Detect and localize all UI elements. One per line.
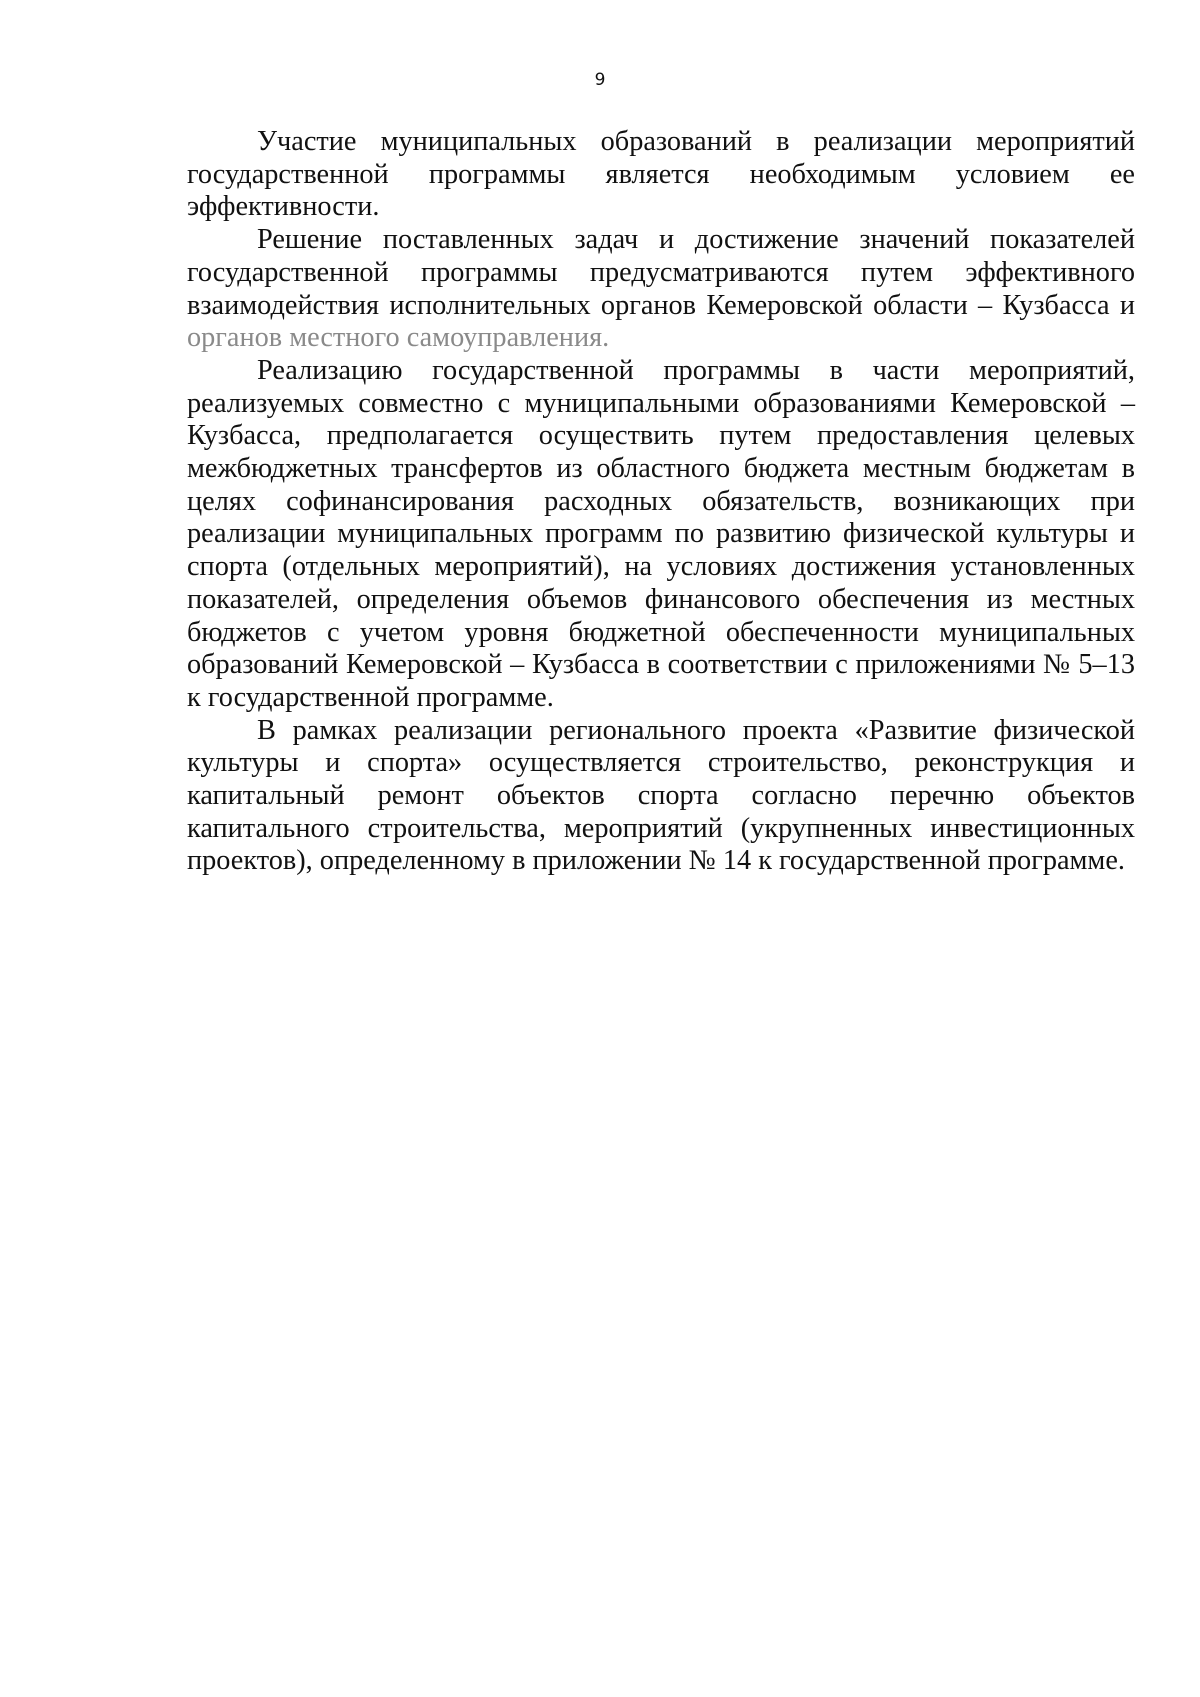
paragraph-task-solution-faded-text: органов местного самоуправления. (187, 322, 610, 354)
paragraph-regional-project: В рамках реализации регионального проекта «Развитие физической культуры и спорта» осуществляется строительство, реконструкция и капитальный ремонт объектов спорта согласно перечню объектов капитального строительства, мероприятий (укрупненных инвестиционных проектов), определенному в приложении № 14 к государственной программе. (187, 714, 1135, 877)
paragraph-task-solution-text: Решение поставленных задач и достижение значений показателей государственной программы предусматриваются путем эффективного взаимодействия исполнительных органов Кемеровской области – Кузбасса и (187, 224, 1135, 321)
paragraph-municipal-participation: Участие муниципальных образований в реализации мероприятий государственной программы является необходимым условием ее эффективности. (187, 126, 1135, 223)
document-body (187, 126, 1135, 878)
page-number: 9 (594, 70, 606, 90)
paragraph-task-solution (187, 224, 1135, 355)
paragraph-program-implementation: Реализацию государственной программы в части мероприятий, реализуемых совместно с муниципальными образованиями Кемеровской – Кузбасса, предполагается осуществить путем предоставления целевых межбюджетных трансфертов из областного бюджета местным бюджетам в целях софинансирования расходных обязательств, возникающих при реализации муниципальных программ по развитию физической культуры и спорта (отдельных мероприятий), на условиях достижения установленных показателей, определения объемов финансового обеспечения из местных бюджетов с учетом уровня бюджетной обеспеченности муниципальных образований Кемеровской – Кузбасса в соответствии с приложениями № 5–13 к государственной программе. (187, 354, 1135, 713)
